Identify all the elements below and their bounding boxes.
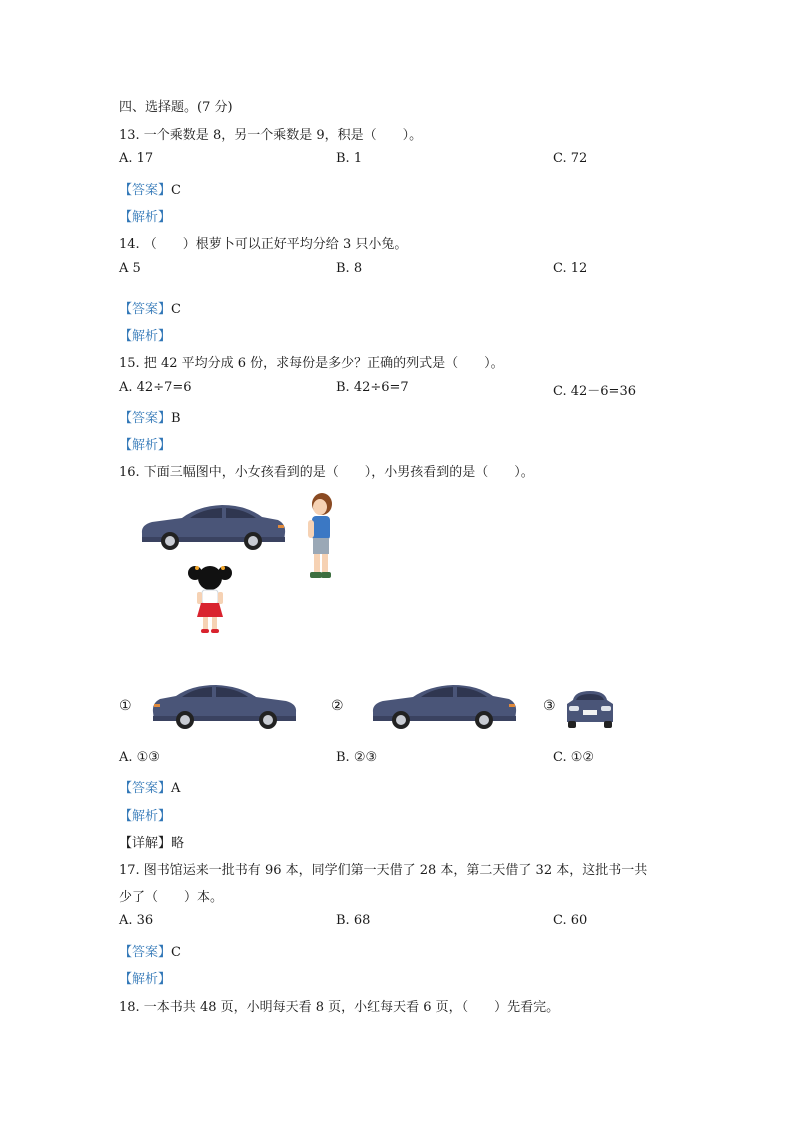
question-16-detail [119, 832, 184, 851]
question-17-stem-line-1: 17. 图书馆运来一批书有 96 本，同学们第一天借了 28 本，第二天借了 32 本，这批书一共 [119, 863, 648, 878]
question-14-option-b[interactable]: B. 8 [336, 261, 363, 276]
answer-tag: 【答案】 [119, 302, 172, 317]
question-13-stem: 13. 一个乘数是 8，另一个乘数是 9，积是（ ）。 [119, 128, 423, 143]
question-14-answer [119, 298, 181, 317]
answer-value: C [171, 302, 181, 317]
question-13-option-c[interactable]: C. 72 [553, 151, 588, 166]
girl-figure-icon [188, 561, 232, 635]
question-17-option-b[interactable]: B. 68 [336, 913, 371, 928]
view-label-2: ② [331, 698, 344, 714]
question-16-option-a[interactable]: A. ①③ [119, 750, 160, 765]
answer-value: B [171, 411, 181, 426]
answer-value: C [171, 183, 181, 198]
question-17-answer [119, 941, 181, 960]
answer-tag: 【答案】 [119, 945, 172, 960]
answer-tag: 【答案】 [119, 183, 172, 198]
question-14-option-a[interactable]: A 5 [119, 261, 141, 276]
answer-tag: 【答案】 [119, 411, 172, 426]
question-16-answer [119, 777, 180, 796]
view-2-car-side-right-icon[interactable] [369, 684, 519, 730]
question-14-analysis-tag: 【解析】 [119, 329, 172, 344]
question-15-analysis-tag: 【解析】 [119, 438, 172, 453]
question-14-option-c[interactable]: C. 12 [553, 261, 588, 276]
question-13-answer [119, 179, 181, 198]
question-13-option-a[interactable]: A. 17 [119, 151, 154, 166]
scene-car-icon [138, 503, 288, 553]
question-17-option-a[interactable]: A. 36 [119, 913, 154, 928]
section-title: 四、选择题。(7 分) [119, 100, 233, 115]
view-1-car-side-left-icon[interactable] [150, 684, 300, 730]
question-15-option-b[interactable]: B. 42÷6=7 [336, 380, 409, 395]
answer-value: C [171, 945, 181, 960]
question-16-option-b[interactable]: B. ②③ [336, 750, 378, 765]
question-15-stem: 15. 把 42 平均分成 6 份，求每份是多少？正确的列式是（ ）。 [119, 356, 504, 371]
boy-figure-icon [302, 490, 342, 582]
view-3-car-front-icon[interactable] [563, 688, 617, 728]
question-18-stem: 18. 一本书共 48 页，小明每天看 8 页，小红每天看 6 页，（ ）先看完。 [119, 1000, 560, 1015]
question-17-stem-line-2: 少了（ ）本。 [119, 890, 224, 905]
question-17-analysis-tag: 【解析】 [119, 972, 172, 987]
question-15-option-c[interactable]: C. 42－6=36 [553, 384, 636, 399]
detail-tag: 【详解】 [119, 836, 172, 851]
question-16-stem: 16. 下面三幅图中，小女孩看到的是（ ），小男孩看到的是（ ）。 [119, 465, 534, 480]
detail-value: 略 [171, 836, 185, 851]
question-14-stem: 14. （ ）根萝卜可以正好平均分给 3 只小兔。 [119, 237, 408, 252]
view-label-3: ③ [543, 698, 556, 714]
answer-value: A [171, 781, 181, 796]
question-17-option-c[interactable]: C. 60 [553, 913, 588, 928]
view-label-1: ① [119, 698, 132, 714]
question-15-answer [119, 407, 181, 426]
question-13-option-b[interactable]: B. 1 [336, 151, 363, 166]
question-16-analysis-tag: 【解析】 [119, 809, 172, 824]
question-15-option-a[interactable]: A. 42÷7=6 [119, 380, 192, 395]
answer-tag: 【答案】 [119, 781, 172, 796]
question-16-option-c[interactable]: C. ①② [553, 750, 595, 765]
question-13-analysis-tag: 【解析】 [119, 210, 172, 225]
